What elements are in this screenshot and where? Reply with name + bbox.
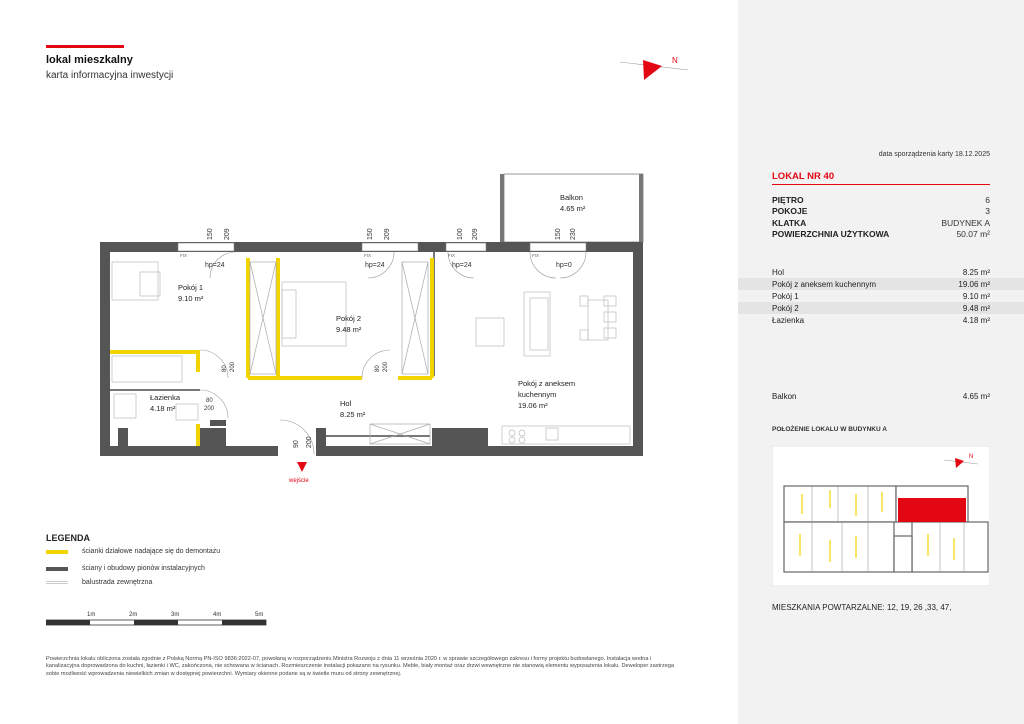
legend-label-removable: ścianki działowe nadające się do demontażu bbox=[82, 548, 221, 555]
room-row-area: 8.25 m² bbox=[962, 267, 990, 277]
compass-icon bbox=[620, 56, 688, 80]
room-row-name: Balkon bbox=[772, 391, 797, 401]
legend-item-balustrade bbox=[46, 579, 152, 586]
room-name-hol: Hol bbox=[340, 399, 352, 408]
room-labels bbox=[150, 193, 586, 419]
window-2-hp: hp=24 bbox=[365, 262, 385, 269]
room-row-area: 4.18 m² bbox=[962, 315, 990, 325]
room-row-area: 19.06 m² bbox=[958, 279, 990, 289]
room-row-balkon bbox=[738, 390, 1024, 402]
entrance-marker bbox=[288, 462, 309, 484]
scale-tick-1m: 1m bbox=[87, 612, 96, 618]
legend-item-walls bbox=[46, 565, 205, 572]
room-row-pokoj-1 bbox=[738, 290, 1024, 302]
window-4-hp: hp=0 bbox=[556, 262, 572, 269]
entrance-label: wejście bbox=[289, 478, 309, 484]
field-powierzchnia bbox=[772, 229, 990, 239]
window-2-width: 150 bbox=[367, 228, 374, 240]
fix-label-1: FIX bbox=[180, 253, 188, 258]
compass-label: N bbox=[672, 56, 678, 65]
footnote-text: Powierzchnia lokalu obliczona została zgodnie z Polską Normą PN-ISO 9836:2022-07, powołaną w rozporządzeniu Ministra Rozwoju z dnia 11 września 2020 r. w sprawie szczegółowego zakresu i formy projektu budowlanego. Instalacja wodna i kanalizacyjna doprowadzona do kuchni, łazienki i WC, zakończona, nie schowana w ścianach. Rozmieszczenie instalacji pokazano na rysunku. Meble, biały montaż oraz drzwi wewnętrzne nie stanowią elementu wyposażenia lokalu. Deweloper zastrzega sobie możliwość wprowadzenia niewielkich zmian w dostępnej powierzchni. Wymiary okienne podane są w świetle muru od strony zewnętrznej. bbox=[46, 656, 675, 677]
page-title: lokal mieszkalny bbox=[46, 54, 133, 66]
mini-compass-label: N bbox=[969, 454, 974, 460]
room-area-hol: 8.25 m² bbox=[340, 410, 366, 419]
entrance-door-height: 200 bbox=[306, 436, 313, 448]
field-klatka bbox=[772, 218, 990, 228]
scale-tick-3m: 3m bbox=[171, 612, 180, 618]
legend-swatch-balustrade bbox=[46, 581, 68, 584]
room-name-kitchen-2: kuchennym bbox=[518, 390, 557, 399]
field-key: POWIERZCHNIA UŻYTKOWA bbox=[772, 229, 890, 239]
field-pokoje bbox=[772, 206, 990, 216]
door-3-width: 80 bbox=[206, 398, 213, 404]
repeat-units: MIESZKANIA POWTARZALNE: 12, 19, 26 ,33, 47, bbox=[772, 603, 952, 612]
room-row-name: Hol bbox=[772, 267, 785, 277]
room-area-lazienka: 4.18 m² bbox=[150, 404, 176, 413]
field-value: 50.07 m² bbox=[956, 229, 990, 239]
field-value: 3 bbox=[985, 206, 990, 216]
window-1-hp: hp=24 bbox=[205, 262, 225, 269]
room-row-name: Pokój 2 bbox=[772, 303, 799, 313]
room-row-hol bbox=[738, 266, 1024, 278]
room-area-pokoj-2: 9.48 m² bbox=[336, 325, 362, 334]
legend-label-balustrade: balustrada zewnętrzna bbox=[82, 579, 153, 586]
legend-swatch-grey bbox=[46, 567, 68, 571]
position-label: POŁOŻENIE LOKALU W BUDYNKU A bbox=[772, 426, 887, 433]
door-1-width: 80 bbox=[222, 365, 228, 372]
field-key: KLATKA bbox=[772, 218, 807, 228]
window-4-height: 230 bbox=[570, 228, 577, 240]
fix-label-2: FIX bbox=[364, 253, 372, 258]
scale-tick-5m: 5m bbox=[255, 612, 264, 618]
field-key: PIĘTRO bbox=[772, 195, 804, 205]
page-subtitle: karta informacyjna inwestycji bbox=[46, 70, 174, 81]
room-area-balkon: 4.65 m² bbox=[560, 204, 586, 213]
lokal-number: LOKAL NR 40 bbox=[772, 171, 835, 182]
card-date: data sporządzenia karty 18.12.2025 bbox=[878, 151, 990, 158]
window-3-hp: hp=24 bbox=[452, 262, 472, 269]
scale-tick-4m: 4m bbox=[213, 612, 222, 618]
window-1-height: 209 bbox=[224, 228, 231, 240]
fix-label-4: FIX bbox=[532, 253, 540, 258]
entrance-door-width: 90 bbox=[293, 440, 300, 448]
lokal-underline bbox=[772, 184, 990, 185]
door-2-height: 200 bbox=[383, 361, 389, 372]
scale-tick-2m: 2m bbox=[129, 612, 138, 618]
window-4-width: 150 bbox=[555, 228, 562, 240]
fix-label-3: FIX bbox=[448, 253, 456, 258]
room-name-pokoj-1: Pokój 1 bbox=[178, 283, 204, 292]
room-name-kitchen-1: Pokój z aneksem bbox=[518, 379, 576, 388]
summary-panel bbox=[738, 0, 1024, 724]
window-3-width: 100 bbox=[457, 228, 464, 240]
legend-label-walls: ściany i obudowy pionów instalacyjnych bbox=[82, 565, 205, 572]
door-dimensions bbox=[204, 361, 389, 448]
room-area-kitchen: 19.06 m² bbox=[518, 401, 548, 410]
door-1-height: 200 bbox=[230, 361, 236, 372]
field-value: BUDYNEK A bbox=[941, 218, 990, 228]
highlighted-unit bbox=[898, 498, 966, 522]
window-2-height: 209 bbox=[384, 228, 391, 240]
field-key: POKOJE bbox=[772, 206, 808, 216]
window-3-height: 209 bbox=[472, 228, 479, 240]
room-name-balkon: Balkon bbox=[560, 193, 583, 202]
window-1-width: 150 bbox=[207, 228, 214, 240]
field-pietro bbox=[772, 195, 990, 205]
legend-item-removable bbox=[46, 548, 220, 555]
room-row-name: Pokój 1 bbox=[772, 291, 799, 301]
door-3-height: 200 bbox=[204, 406, 215, 412]
legend-swatch-yellow bbox=[46, 550, 68, 554]
room-row-area: 9.10 m² bbox=[962, 291, 990, 301]
field-value: 6 bbox=[985, 195, 990, 205]
room-row-area: 4.65 m² bbox=[962, 391, 990, 401]
room-row-name: Pokój z aneksem kuchennym bbox=[772, 279, 877, 289]
scale-bar bbox=[46, 608, 286, 632]
legend-title: LEGENDA bbox=[46, 533, 91, 543]
room-row-lazienka bbox=[738, 314, 1024, 326]
building-position-map bbox=[772, 446, 990, 586]
fix-labels bbox=[180, 253, 539, 258]
room-name-pokoj-2: Pokój 2 bbox=[336, 314, 362, 323]
room-row-kitchen bbox=[738, 278, 1024, 290]
room-row-area: 9.48 m² bbox=[962, 303, 990, 313]
room-area-pokoj-1: 9.10 m² bbox=[178, 294, 204, 303]
door-2-width: 80 bbox=[375, 365, 381, 372]
room-row-name: Łazienka bbox=[772, 315, 805, 325]
room-row-pokoj-2 bbox=[738, 302, 1024, 314]
room-name-lazienka: Łazienka bbox=[150, 393, 181, 402]
